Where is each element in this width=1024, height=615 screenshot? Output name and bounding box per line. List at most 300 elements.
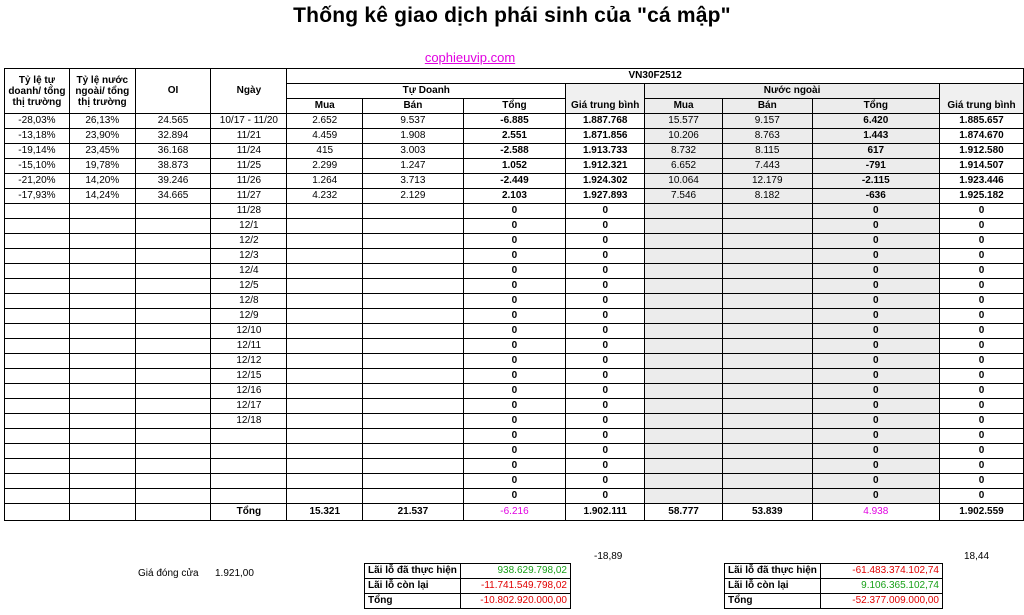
cell-foreign-avg: 0 xyxy=(939,474,1023,489)
cell-date xyxy=(211,474,287,489)
cell-ratio-prop: -17,93% xyxy=(5,189,70,204)
cell-prop-avg: 0 xyxy=(566,399,645,414)
cell-prop-net: 0 xyxy=(463,279,566,294)
cell-date: 10/17 - 11/20 xyxy=(211,114,287,129)
cell-prop-net: 0 xyxy=(463,474,566,489)
cell-oi xyxy=(135,354,211,369)
cell-prop-sell xyxy=(363,249,464,264)
cell-foreign-avg: 1.914.507 xyxy=(939,159,1023,174)
cell-prop-buy xyxy=(287,384,363,399)
header-prop-avg: Giá trung bình xyxy=(566,84,645,114)
cell-ratio-prop xyxy=(5,354,70,369)
cell-ratio-foreign: 19,78% xyxy=(69,159,135,174)
cell-prop-net: 0 xyxy=(463,234,566,249)
cell-date: 12/17 xyxy=(211,399,287,414)
cell-foreign-sell xyxy=(722,474,812,489)
cell-prop-buy xyxy=(287,204,363,219)
cell-prop-net: 0 xyxy=(463,399,566,414)
cell-foreign-sell xyxy=(722,399,812,414)
cell-prop-net: 2.103 xyxy=(463,189,566,204)
pnl-prop-table xyxy=(364,563,571,609)
cell-prop-sell xyxy=(363,399,464,414)
cell-prop-avg: 0 xyxy=(566,489,645,504)
header-date: Ngày xyxy=(211,69,287,114)
cell-prop-sell xyxy=(363,414,464,429)
pnl-remaining-label: Lãi lỗ còn lại xyxy=(725,579,821,594)
cell-foreign-avg: 1.874.670 xyxy=(939,129,1023,144)
total-foreign-net: 4.938 xyxy=(812,504,939,521)
table-row xyxy=(5,414,1024,429)
pnl-prop-total: -10.802.920.000,00 xyxy=(461,594,571,609)
cell-prop-net: 0 xyxy=(463,414,566,429)
cell-foreign-sell xyxy=(722,264,812,279)
cell-oi xyxy=(135,459,211,474)
cell-prop-buy xyxy=(287,489,363,504)
header-ratio-prop: Tỷ lệ tự doanh/ tổng thị trường xyxy=(5,69,70,114)
cell-prop-buy: 4.232 xyxy=(287,189,363,204)
cell-foreign-buy: 8.732 xyxy=(645,144,723,159)
cell-ratio-foreign xyxy=(69,324,135,339)
cell-ratio-foreign xyxy=(69,369,135,384)
cell-foreign-avg: 0 xyxy=(939,309,1023,324)
cell-ratio-foreign: 14,20% xyxy=(69,174,135,189)
cell-ratio-foreign xyxy=(69,459,135,474)
cell-ratio-prop xyxy=(5,384,70,399)
cell-foreign-avg: 0 xyxy=(939,384,1023,399)
header-prop-sell: Bán xyxy=(363,99,464,114)
cell-date: 12/10 xyxy=(211,324,287,339)
cell-prop-avg: 1.913.733 xyxy=(566,144,645,159)
cell-date: 12/1 xyxy=(211,219,287,234)
cell-foreign-sell: 12.179 xyxy=(722,174,812,189)
header-prop-buy: Mua xyxy=(287,99,363,114)
cell-date: 12/12 xyxy=(211,354,287,369)
cell-prop-sell xyxy=(363,339,464,354)
total-foreign-sell: 53.839 xyxy=(722,504,812,521)
cell-prop-net: 0 xyxy=(463,294,566,309)
cell-prop-buy xyxy=(287,219,363,234)
table-row xyxy=(5,159,1024,174)
header-oi: OI xyxy=(135,69,211,114)
cell-foreign-avg: 0 xyxy=(939,489,1023,504)
cell-prop-avg: 0 xyxy=(566,294,645,309)
cell-prop-buy xyxy=(287,369,363,384)
cell-prop-sell xyxy=(363,444,464,459)
cell-foreign-buy: 15.577 xyxy=(645,114,723,129)
cell-prop-buy: 2.299 xyxy=(287,159,363,174)
derivatives-table xyxy=(4,68,1024,521)
cell-prop-net: -6.885 xyxy=(463,114,566,129)
cell-ratio-prop xyxy=(5,204,70,219)
cell-prop-buy xyxy=(287,354,363,369)
cell-prop-sell: 3.003 xyxy=(363,144,464,159)
cell-oi xyxy=(135,429,211,444)
table-row xyxy=(5,249,1024,264)
cell-ratio-foreign xyxy=(69,234,135,249)
cell-prop-buy xyxy=(287,444,363,459)
cell-prop-avg: 0 xyxy=(566,369,645,384)
cell-date: 11/26 xyxy=(211,174,287,189)
cell-ratio-prop: -15,10% xyxy=(5,159,70,174)
cell-date: 12/15 xyxy=(211,369,287,384)
table-row xyxy=(5,174,1024,189)
close-price-label: Giá đóng cửa xyxy=(138,568,199,579)
cell-foreign-sell xyxy=(722,294,812,309)
cell-foreign-buy xyxy=(645,204,723,219)
pnl-foreign-realized: -61.483.374.102,74 xyxy=(821,564,943,579)
cell-foreign-buy xyxy=(645,489,723,504)
page-title: Thống kê giao dịch phái sinh của "cá mập" xyxy=(293,4,731,27)
cell-foreign-buy xyxy=(645,324,723,339)
cell-date: 11/21 xyxy=(211,129,287,144)
cell-prop-sell xyxy=(363,294,464,309)
cell-prop-net: 0 xyxy=(463,324,566,339)
cell-foreign-net: 617 xyxy=(812,144,939,159)
cell-foreign-sell xyxy=(722,384,812,399)
prop-diff: -18,89 xyxy=(594,551,623,562)
cell-prop-avg: 0 xyxy=(566,429,645,444)
cell-ratio-prop xyxy=(5,279,70,294)
table-row xyxy=(5,324,1024,339)
cell-prop-avg: 1.912.321 xyxy=(566,159,645,174)
cell-foreign-avg: 0 xyxy=(939,324,1023,339)
cell-ratio-prop xyxy=(5,474,70,489)
cell-prop-net: 0 xyxy=(463,459,566,474)
cell-prop-net: -2.588 xyxy=(463,144,566,159)
cell-foreign-net: 0 xyxy=(812,324,939,339)
header-ratio-foreign: Tỷ lệ nước ngoài/ tổng thị trường xyxy=(69,69,135,114)
cell-foreign-net: 0 xyxy=(812,204,939,219)
cell-prop-buy: 4.459 xyxy=(287,129,363,144)
cell-foreign-avg: 0 xyxy=(939,414,1023,429)
cell-foreign-buy xyxy=(645,369,723,384)
cell-foreign-net: 6.420 xyxy=(812,114,939,129)
cell-ratio-prop xyxy=(5,294,70,309)
header-prop-group: Tự Doanh xyxy=(287,84,566,99)
cell-foreign-buy xyxy=(645,459,723,474)
pnl-total-label: Tổng xyxy=(725,594,821,609)
cell-oi xyxy=(135,279,211,294)
cell-prop-avg: 0 xyxy=(566,324,645,339)
cell-date: 12/11 xyxy=(211,339,287,354)
cell-prop-avg: 0 xyxy=(566,339,645,354)
close-price-value: 1.921,00 xyxy=(215,568,254,579)
cell-date: 11/24 xyxy=(211,144,287,159)
cell-prop-sell xyxy=(363,474,464,489)
cell-foreign-buy xyxy=(645,249,723,264)
header-foreign-avg: Giá trung bình xyxy=(939,84,1023,114)
table-row xyxy=(5,189,1024,204)
cell-oi xyxy=(135,309,211,324)
cell-prop-buy xyxy=(287,459,363,474)
cell-prop-net: 0 xyxy=(463,219,566,234)
cell-oi xyxy=(135,294,211,309)
cell-foreign-net: 0 xyxy=(812,279,939,294)
cell-oi: 32.894 xyxy=(135,129,211,144)
cell-ratio-foreign: 23,45% xyxy=(69,144,135,159)
cell-foreign-buy xyxy=(645,339,723,354)
cell-foreign-buy xyxy=(645,399,723,414)
cell-foreign-net: 0 xyxy=(812,339,939,354)
table-row xyxy=(5,294,1024,309)
cell-prop-net: -2.449 xyxy=(463,174,566,189)
cell-foreign-sell xyxy=(722,429,812,444)
cell-prop-sell xyxy=(363,354,464,369)
header-foreign-sell: Bán xyxy=(722,99,812,114)
cell-foreign-sell xyxy=(722,339,812,354)
cell-ratio-prop: -13,18% xyxy=(5,129,70,144)
header-foreign-buy: Mua xyxy=(645,99,723,114)
cell-prop-net: 0 xyxy=(463,354,566,369)
cell-foreign-avg: 0 xyxy=(939,234,1023,249)
cell-prop-buy xyxy=(287,294,363,309)
cell-foreign-sell xyxy=(722,489,812,504)
cell-foreign-net: 0 xyxy=(812,444,939,459)
cell-foreign-buy: 6.652 xyxy=(645,159,723,174)
cell-oi xyxy=(135,444,211,459)
cell-prop-avg: 0 xyxy=(566,354,645,369)
cell-foreign-net: 0 xyxy=(812,369,939,384)
cell-prop-buy xyxy=(287,279,363,294)
cell-prop-avg: 1.887.768 xyxy=(566,114,645,129)
cell-prop-avg: 0 xyxy=(566,219,645,234)
cell-foreign-buy xyxy=(645,264,723,279)
pnl-foreign-total: -52.377.009.000,00 xyxy=(821,594,943,609)
cell-prop-avg: 0 xyxy=(566,279,645,294)
cell-prop-sell xyxy=(363,204,464,219)
table-row xyxy=(5,264,1024,279)
cell-foreign-net: 0 xyxy=(812,354,939,369)
cell-ratio-prop xyxy=(5,264,70,279)
cell-foreign-sell: 7.443 xyxy=(722,159,812,174)
cell-ratio-foreign xyxy=(69,339,135,354)
cell-ratio-foreign xyxy=(69,384,135,399)
cell-prop-buy xyxy=(287,414,363,429)
cell-oi xyxy=(135,234,211,249)
cell-prop-buy: 415 xyxy=(287,144,363,159)
table-row xyxy=(5,129,1024,144)
header-foreign-net: Tổng xyxy=(812,99,939,114)
cell-ratio-prop xyxy=(5,414,70,429)
cell-prop-buy xyxy=(287,324,363,339)
cell-foreign-net: 0 xyxy=(812,474,939,489)
table-row xyxy=(5,399,1024,414)
cell-ratio-prop xyxy=(5,339,70,354)
cell-prop-net: 0 xyxy=(463,444,566,459)
total-foreign-avg: 1.902.559 xyxy=(939,504,1023,521)
cell-prop-buy xyxy=(287,339,363,354)
cell-foreign-net: 0 xyxy=(812,414,939,429)
pnl-foreign-remaining: 9.106.365.102,74 xyxy=(821,579,943,594)
cell-oi xyxy=(135,324,211,339)
cell-foreign-sell xyxy=(722,219,812,234)
cell-foreign-avg: 1.912.580 xyxy=(939,144,1023,159)
cell-foreign-buy xyxy=(645,414,723,429)
cell-prop-net: 1.052 xyxy=(463,159,566,174)
cell-foreign-net: 0 xyxy=(812,459,939,474)
cell-prop-sell xyxy=(363,309,464,324)
cell-foreign-avg: 0 xyxy=(939,459,1023,474)
table-row xyxy=(5,279,1024,294)
cell-foreign-avg: 0 xyxy=(939,264,1023,279)
cell-oi xyxy=(135,219,211,234)
cell-ratio-foreign xyxy=(69,489,135,504)
cell-foreign-buy xyxy=(645,309,723,324)
cell-foreign-avg: 0 xyxy=(939,429,1023,444)
cell-prop-sell xyxy=(363,459,464,474)
cell-prop-net: 0 xyxy=(463,309,566,324)
cell-foreign-net: 0 xyxy=(812,249,939,264)
cell-prop-net: 0 xyxy=(463,249,566,264)
cell-prop-net: 0 xyxy=(463,339,566,354)
total-foreign-buy: 58.777 xyxy=(645,504,723,521)
header-contract: VN30F2512 xyxy=(287,69,1024,84)
cell-foreign-buy: 10.206 xyxy=(645,129,723,144)
cell-prop-sell xyxy=(363,429,464,444)
cell-prop-avg: 0 xyxy=(566,249,645,264)
cell-date xyxy=(211,444,287,459)
cell-foreign-sell xyxy=(722,459,812,474)
cell-foreign-avg: 0 xyxy=(939,399,1023,414)
total-prop-avg: 1.902.111 xyxy=(566,504,645,521)
cell-oi xyxy=(135,204,211,219)
table-row xyxy=(5,489,1024,504)
cell-prop-net: 0 xyxy=(463,204,566,219)
cell-prop-avg: 0 xyxy=(566,204,645,219)
cell-foreign-sell xyxy=(722,279,812,294)
cell-prop-avg: 1.927.893 xyxy=(566,189,645,204)
cell-foreign-sell xyxy=(722,354,812,369)
cell-prop-avg: 1.924.302 xyxy=(566,174,645,189)
cell-foreign-sell: 8.115 xyxy=(722,144,812,159)
cell-foreign-sell xyxy=(722,324,812,339)
cell-prop-sell xyxy=(363,369,464,384)
cell-prop-sell xyxy=(363,384,464,399)
cell-prop-avg: 0 xyxy=(566,459,645,474)
cell-foreign-net: 0 xyxy=(812,294,939,309)
pnl-remaining-label: Lãi lỗ còn lại xyxy=(365,579,461,594)
cell-date: 12/3 xyxy=(211,249,287,264)
cell-foreign-avg: 1.923.446 xyxy=(939,174,1023,189)
cell-foreign-net: -636 xyxy=(812,189,939,204)
cell-prop-avg: 0 xyxy=(566,444,645,459)
cell-ratio-prop xyxy=(5,459,70,474)
cell-foreign-avg: 1.885.657 xyxy=(939,114,1023,129)
cell-foreign-net: 0 xyxy=(812,219,939,234)
cell-foreign-net: 1.443 xyxy=(812,129,939,144)
cell-foreign-avg: 1.925.182 xyxy=(939,189,1023,204)
cell-foreign-avg: 0 xyxy=(939,369,1023,384)
table-row xyxy=(5,354,1024,369)
table-row xyxy=(5,384,1024,399)
cell-foreign-sell: 8.763 xyxy=(722,129,812,144)
cell-prop-buy xyxy=(287,399,363,414)
cell-foreign-avg: 0 xyxy=(939,249,1023,264)
cell-prop-net: 0 xyxy=(463,369,566,384)
cell-foreign-sell xyxy=(722,444,812,459)
cell-date: 11/28 xyxy=(211,204,287,219)
cell-ratio-foreign xyxy=(69,204,135,219)
cell-ratio-foreign xyxy=(69,429,135,444)
cell-foreign-buy xyxy=(645,384,723,399)
site-link[interactable]: cophieuvip.com xyxy=(424,50,516,65)
cell-foreign-avg: 0 xyxy=(939,354,1023,369)
cell-ratio-prop: -19,14% xyxy=(5,144,70,159)
cell-prop-buy xyxy=(287,429,363,444)
cell-ratio-foreign xyxy=(69,279,135,294)
cell-oi xyxy=(135,399,211,414)
cell-foreign-buy xyxy=(645,429,723,444)
cell-ratio-foreign xyxy=(69,354,135,369)
cell-ratio-foreign xyxy=(69,444,135,459)
cell-date: 12/8 xyxy=(211,294,287,309)
cell-prop-net: 0 xyxy=(463,384,566,399)
cell-prop-avg: 0 xyxy=(566,384,645,399)
table-row xyxy=(5,474,1024,489)
cell-foreign-avg: 0 xyxy=(939,444,1023,459)
cell-oi xyxy=(135,339,211,354)
cell-oi xyxy=(135,369,211,384)
cell-ratio-prop xyxy=(5,444,70,459)
pnl-prop-realized: 938.629.798,02 xyxy=(461,564,571,579)
header-foreign-group: Nước ngoài xyxy=(645,84,940,99)
foreign-diff: 18,44 xyxy=(964,551,990,562)
cell-ratio-prop: -28,03% xyxy=(5,114,70,129)
table-row xyxy=(5,204,1024,219)
table-row xyxy=(5,219,1024,234)
cell-date xyxy=(211,429,287,444)
header-prop-net: Tổng xyxy=(463,99,566,114)
cell-foreign-sell xyxy=(722,249,812,264)
cell-foreign-sell xyxy=(722,369,812,384)
total-prop-buy: 15.321 xyxy=(287,504,363,521)
cell-prop-sell: 2.129 xyxy=(363,189,464,204)
cell-prop-buy xyxy=(287,309,363,324)
table-row xyxy=(5,444,1024,459)
cell-foreign-sell xyxy=(722,414,812,429)
cell-foreign-buy xyxy=(645,279,723,294)
cell-foreign-buy xyxy=(645,294,723,309)
cell-prop-avg: 0 xyxy=(566,264,645,279)
cell-prop-net: 2.551 xyxy=(463,129,566,144)
cell-foreign-buy xyxy=(645,234,723,249)
cell-oi xyxy=(135,264,211,279)
cell-foreign-net: -791 xyxy=(812,159,939,174)
cell-foreign-avg: 0 xyxy=(939,204,1023,219)
cell-foreign-avg: 0 xyxy=(939,219,1023,234)
cell-foreign-net: 0 xyxy=(812,429,939,444)
cell-foreign-buy: 7.546 xyxy=(645,189,723,204)
cell-oi: 24.565 xyxy=(135,114,211,129)
cell-ratio-prop xyxy=(5,324,70,339)
pnl-total-label: Tổng xyxy=(365,594,461,609)
table-row xyxy=(5,429,1024,444)
cell-date: 12/9 xyxy=(211,309,287,324)
cell-foreign-net: 0 xyxy=(812,234,939,249)
cell-ratio-foreign xyxy=(69,219,135,234)
cell-oi: 34.665 xyxy=(135,189,211,204)
cell-ratio-foreign: 23,90% xyxy=(69,129,135,144)
total-prop-sell: 21.537 xyxy=(363,504,464,521)
cell-prop-buy xyxy=(287,264,363,279)
cell-foreign-avg: 0 xyxy=(939,279,1023,294)
pnl-realized-label: Lãi lỗ đã thực hiện xyxy=(725,564,821,579)
cell-foreign-sell xyxy=(722,234,812,249)
cell-foreign-buy xyxy=(645,474,723,489)
cell-prop-net: 0 xyxy=(463,429,566,444)
cell-prop-buy xyxy=(287,249,363,264)
cell-foreign-net: 0 xyxy=(812,384,939,399)
